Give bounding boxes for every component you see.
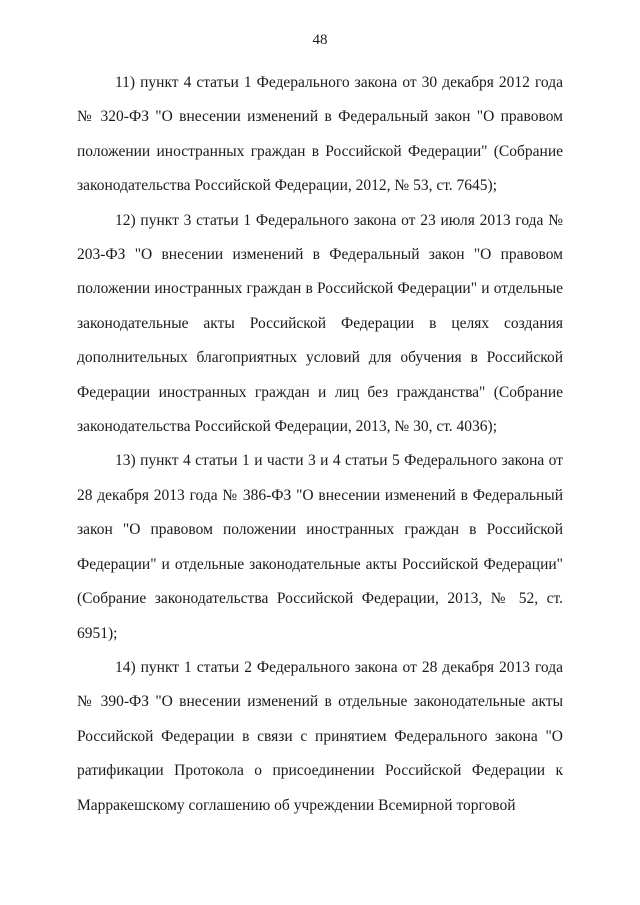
page-number: 48	[312, 32, 328, 48]
clause-11: 11) пункт 4 статьи 1 Федерального закона от 30 декабря 2012 года № 320-ФЗ "О внесении изменений в Федеральный закон "О правовом положении иностранных граждан в Российской Федерации" (Собрание законодательства Российской Федерации, 2012, № 53, ст. 7645);	[77, 74, 563, 195]
clause-13: 13) пункт 4 статьи 1 и части 3 и 4 статьи 5 Федерального закона от 28 декабря 2013 года № 386-ФЗ "О внесении изменений в Федеральный закон "О правовом положении иностранных граждан в Российской Федерации" и отдельные законодательные акты Российской Федерации" (Собрание законодательства Российской Федерации, 2013, № 52, ст. 6951);	[77, 452, 563, 642]
document-body	[77, 66, 563, 823]
clause-14: 14) пункт 1 статьи 2 Федерального закона от 28 декабря 2013 года № 390-ФЗ "О внесении изменений в отдельные законодательные акты Российской Федерации в связи с принятием Федерального закона "О ратификации Протокола о присоединении Российской Федерации к Марракешскому соглашению об учреждении Всемирной торговой	[77, 658, 563, 814]
clause-12: 12) пункт 3 статьи 1 Федерального закона от 23 июля 2013 года № 203-ФЗ "О внесении изменений в Федеральный закон "О правовом положении иностранных граждан в Российской Федерации" и отдельные законодательные акты Российской Федерации в целях создания дополнительных благоприятных условий для обучения в Российской Федерации иностранных граждан и лиц без гражданства" (Собрание законодательства Российской Федерации, 2013, № 30, ст. 4036);	[77, 211, 563, 436]
